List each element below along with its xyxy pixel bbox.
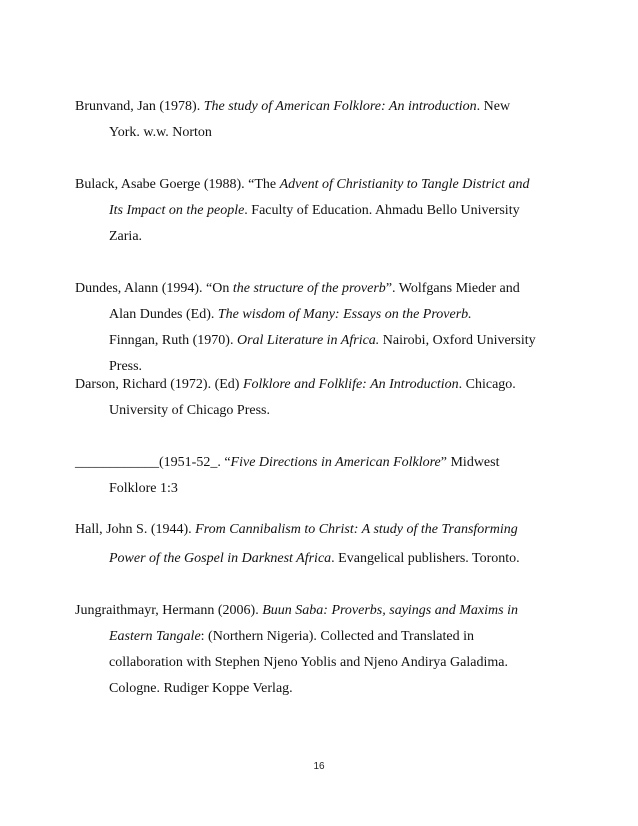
- reference-2-line-2: [109, 202, 520, 220]
- italic-title-text: Power of the Gospel in Darknest Africa: [109, 551, 332, 566]
- italic-title-text: Oral Literature in Africa.: [236, 333, 380, 348]
- italic-title-text: Its Impact on the people: [109, 203, 245, 218]
- reference-text: Finngan, Ruth (1970).: [109, 333, 237, 348]
- reference-text: ”. Wolfgans Mieder and: [385, 281, 520, 296]
- reference-text: Zaria.: [109, 229, 143, 244]
- reference-text: . Chicago.: [458, 377, 516, 392]
- reference-5-line-1: [75, 454, 499, 472]
- italic-title-text: Five Directions in American Folklore: [230, 455, 441, 470]
- reference-text: . New: [476, 99, 511, 114]
- reference-text: . Faculty of Education. Ahmadu Bello University: [244, 203, 520, 218]
- reference-text: . Evangelical publishers. Toronto.: [331, 551, 520, 566]
- reference-3-line-4: [109, 358, 142, 376]
- reference-6-line-2: [109, 550, 520, 568]
- reference-7-line-3: [109, 654, 508, 672]
- reference-text: Nairobi, Oxford University: [379, 333, 536, 348]
- reference-text: : (Northern Nigeria). Collected and Translated in: [200, 629, 474, 644]
- reference-1-line-1: [75, 98, 510, 116]
- italic-title-text: Buun Saba: Proverbs, sayings and Maxims in: [262, 603, 518, 618]
- italic-title-text: The wisdom of Many: Essays on the Proverb.: [217, 307, 472, 322]
- reference-text: Hall, John S. (1944).: [75, 522, 196, 537]
- reference-1-line-2: [109, 124, 212, 142]
- reference-7-line-4: [109, 680, 293, 698]
- italic-title-text: the structure of the proverb: [232, 281, 386, 296]
- reference-2-line-1: [75, 176, 530, 194]
- italic-title-text: Advent of Christianity to Tangle District and: [279, 177, 530, 192]
- italic-title-text: Eastern Tangale: [109, 629, 201, 644]
- reference-text: Press.: [109, 359, 143, 374]
- reference-text: Brunvand, Jan (1978).: [75, 99, 204, 114]
- reference-text: Jungraithmayr, Hermann (2006).: [75, 603, 263, 618]
- reference-text: ” Midwest: [440, 455, 500, 470]
- reference-3-line-1: [75, 280, 520, 298]
- page-number: 16: [313, 761, 325, 772]
- reference-text: ____________(1951-52_. “: [75, 455, 231, 470]
- reference-text: York. w.w. Norton: [109, 125, 212, 140]
- reference-text: Darson, Richard (1972). (Ed): [75, 377, 243, 392]
- italic-title-text: The study of American Folklore: An introduction: [203, 99, 477, 114]
- reference-4-line-1: [75, 376, 516, 394]
- reference-text: Alan Dundes (Ed).: [109, 307, 218, 322]
- reference-6-line-1: [75, 521, 518, 539]
- italic-title-text: From Cannibalism to Christ: A study of the Transforming: [195, 522, 518, 537]
- reference-text: University of Chicago Press.: [109, 403, 270, 418]
- reference-text: Cologne. Rudiger Koppe Verlag.: [109, 681, 293, 696]
- reference-5-line-2: [109, 480, 178, 498]
- reference-3-line-2: [109, 306, 472, 324]
- reference-7-line-1: [75, 602, 518, 620]
- reference-3-line-3: [109, 332, 536, 350]
- reference-7-line-2: [109, 628, 474, 646]
- reference-text: Dundes, Alann (1994). “On: [75, 281, 233, 296]
- italic-title-text: Folklore and Folklife: An Introduction: [242, 377, 459, 392]
- reference-4-line-2: [109, 402, 270, 420]
- reference-text: Bulack, Asabe Goerge (1988). “The: [75, 177, 280, 192]
- reference-text: collaboration with Stephen Njeno Yoblis and Njeno Andirya Galadima.: [109, 655, 508, 670]
- reference-2-line-3: [109, 228, 142, 246]
- reference-text: Folklore 1:3: [109, 481, 178, 496]
